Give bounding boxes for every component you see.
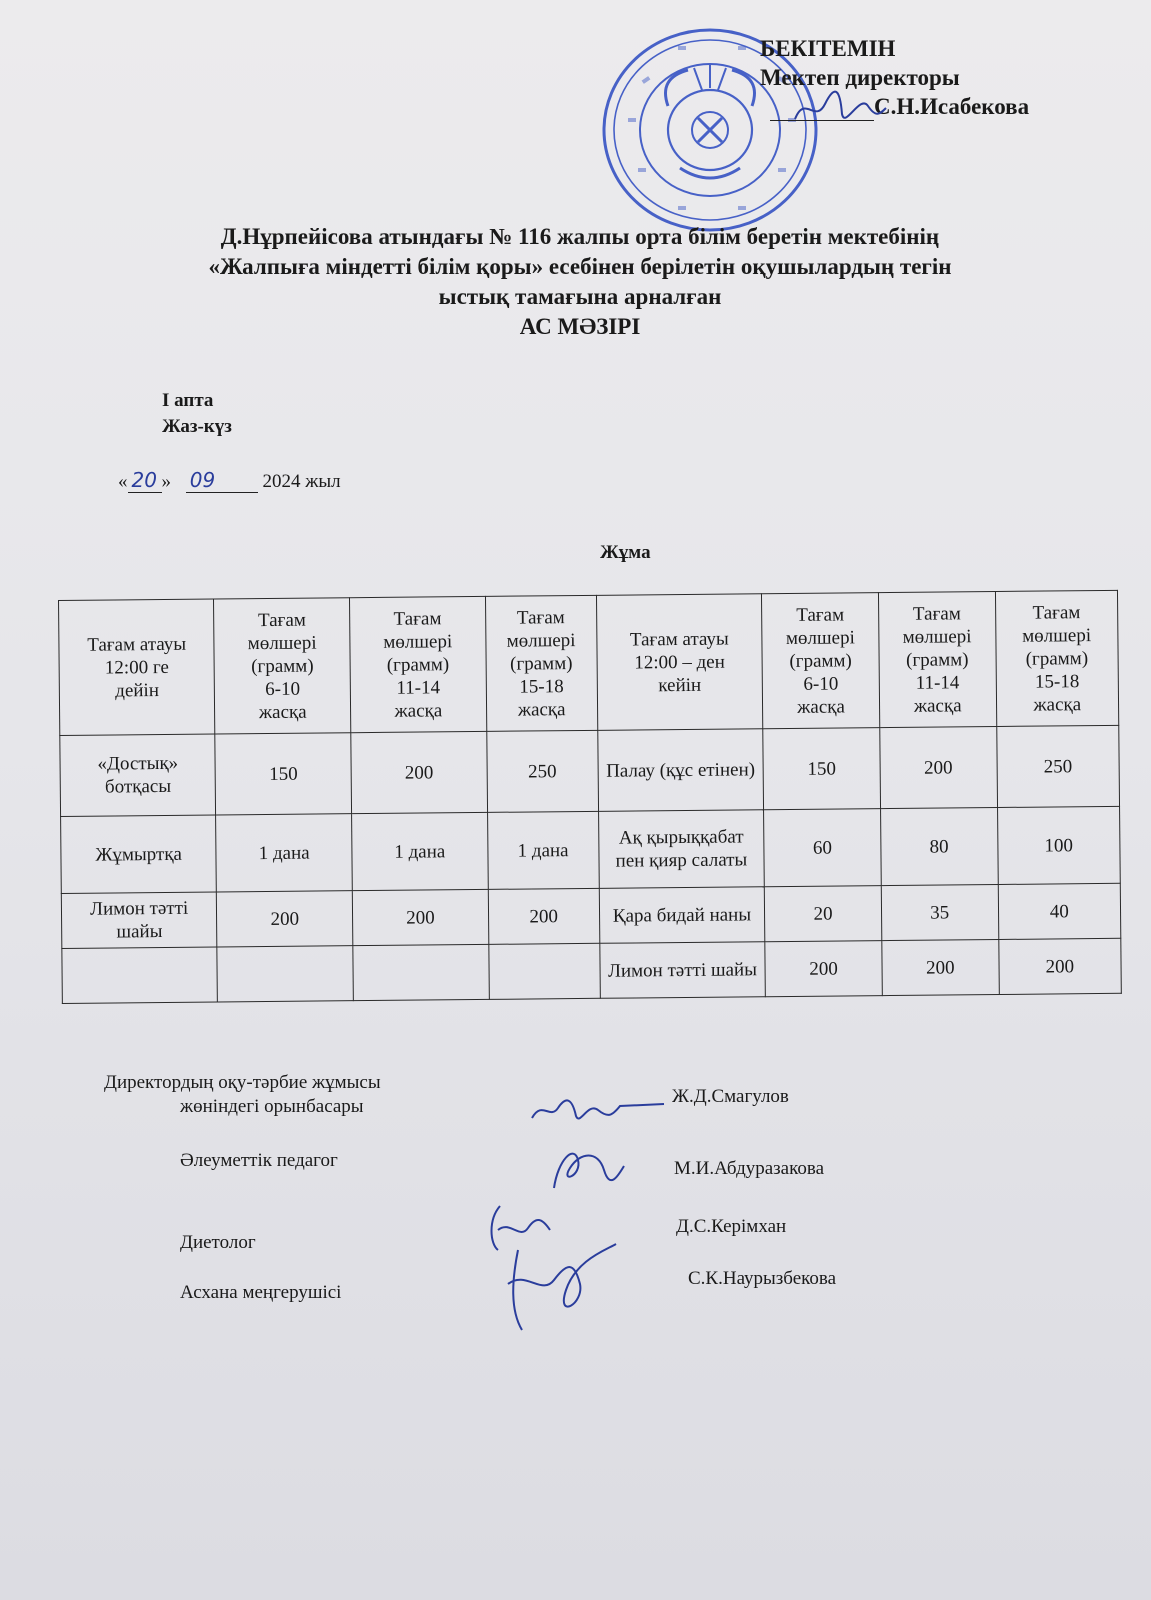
table-header-row [59,590,1119,735]
column-header [762,593,880,729]
signatory-name: М.И.Абдуразакова [674,1158,825,1179]
table-cell: 40 [998,883,1121,939]
table-cell: 35 [881,884,998,940]
column-header-line: Тағам [516,606,565,629]
column-header-line: Тағам атауы [629,628,729,651]
table-cell: 200 [217,891,353,947]
column-header-line: жасқа [517,698,566,721]
signatory-role-line2: жөніндегі орынбасары [180,1096,364,1117]
table-cell: 200 [488,888,600,944]
column-header-line: жасқа [258,701,307,723]
table-row [61,883,1120,948]
date-year-word: жыл [305,471,341,492]
date-line [118,468,341,493]
approval-heading: БЕКІТЕМІН [760,36,896,61]
column-header-line: мөлшері [247,632,317,654]
table-cell: Ақ қырыққабат пен қияр салаты [598,810,764,889]
column-header [59,599,216,735]
table-cell: 150 [763,728,880,810]
table-cell: 80 [880,807,997,885]
column-header-line: (грамм) [789,649,852,672]
column-header-line: жасқа [1033,693,1082,716]
date-year: 2024 [262,471,301,492]
table-body [60,725,1122,1003]
signatory-name: Д.С.Керімхан [676,1216,787,1237]
column-header-line: мөлшері [785,626,855,649]
table-cell: 150 [215,733,351,815]
column-header [596,594,763,731]
title-line-4: АС МӘЗІРІ [519,314,641,339]
column-header-line: Тағам [796,603,845,626]
title-line-3: ыстық тамағына арналған [438,284,722,309]
column-header-line: 12:00 ге [104,656,169,679]
column-header-line: 11-14 [396,676,441,699]
approval-name: С.Н.Исабекова [874,94,1030,119]
table-row [61,806,1121,893]
signatory-name: С.К.Наурызбекова [688,1268,837,1289]
table-cell: 200 [880,726,997,808]
column-header-line: дейін [115,679,160,701]
table-cell: 60 [764,809,881,887]
title-line-2: «Жалпыға міндетті білім қоры» есебінен берілетін оқушылардың тегін [208,254,952,279]
column-header-line: (грамм) [509,652,573,675]
table-cell: 200 [351,731,487,813]
table-cell [488,943,600,999]
day-name: Жұма [600,542,651,563]
table-cell [353,944,489,1000]
column-header-line: 6-10 [265,678,301,700]
column-header [214,598,351,734]
column-header-line: (грамм) [905,648,969,671]
table-cell: 1 дана [352,812,488,890]
signatory-role-line1: Диетолог [180,1232,256,1253]
table-cell: 1 дана [487,811,599,889]
title-line-1: Д.Нұрпейісова атындағы № 116 жалпы орта білім беретін мектебінің [220,224,940,249]
table-cell: Қара бидай наны [599,887,765,944]
column-header [485,595,597,731]
week-label: І апта [162,390,214,411]
column-header-line: (грамм) [386,653,450,676]
column-header-line: (грамм) [251,655,314,677]
column-header-line: мөлшері [902,625,972,648]
column-header-line: мөлшері [1022,624,1092,647]
signatory-role-line1: Әлеуметтік педагог [180,1150,338,1171]
column-header-line: Тағам [1032,601,1081,624]
column-header-line: Тағам [393,607,442,630]
column-header-line: 12:00 – ден [634,651,725,673]
column-header-line: Тағам атауы [87,633,187,656]
director-signature [790,84,890,134]
table-cell: 200 [352,889,488,945]
column-header-line: жасқа [394,699,443,722]
social-pedagogue-signature [548,1140,628,1196]
deputy-signature [528,1090,668,1130]
table-cell: 200 [998,938,1121,994]
approval-position: Мектеп директоры [760,65,960,90]
menu-table [58,590,1122,1004]
column-header-line: 6-10 [803,673,839,695]
signatory-name: Ж.Д.Смагулов [672,1086,789,1107]
table-cell: «Достық» ботқасы [60,734,216,816]
table-cell: Лимон тәтті шайы [61,892,217,948]
column-header-line: мөлшері [383,630,453,653]
signatory-role-line1: Директордың оқу-тәрбие жұмысы [104,1072,381,1093]
column-header-line: 15-18 [519,675,564,698]
column-header-line: Тағам [912,602,961,625]
table-cell: 20 [764,886,881,942]
table-row [60,725,1120,816]
table-cell: 100 [997,806,1120,884]
table-cell: 250 [996,725,1119,807]
column-header-line: 11-14 [915,671,960,694]
season-label: Жаз-күз [162,416,232,437]
table-cell: Жұмыртқа [61,815,217,893]
table-cell [62,947,218,1003]
column-header-line: (грамм) [1025,647,1089,670]
canteen-head-signature [496,1240,626,1340]
column-header-line: мөлшері [506,629,576,652]
column-header-line: жасқа [797,695,846,718]
signatory-role-line1: Асхана меңгерушісі [180,1282,342,1303]
column-header [878,592,996,728]
table-cell: 1 дана [216,814,352,892]
column-header-line: кейін [658,674,702,696]
table-cell: 250 [486,730,598,812]
table-cell: Палау (құс етінен) [597,729,763,812]
column-header-line: 15-18 [1034,670,1080,693]
table-row [62,938,1121,1003]
date-open-quote: « [118,471,128,492]
table-cell: 200 [882,939,999,995]
column-header-line: Тағам [257,609,306,631]
column-header [350,596,487,732]
document-title [150,222,1010,342]
week-block [162,388,232,440]
column-header [995,590,1119,726]
date-close-quote: » [161,471,171,492]
table-cell: Лимон тәтті шайы [599,942,765,999]
table-cell [217,946,353,1002]
date-day: 20 [128,468,162,493]
column-header-line: жасқа [913,694,962,717]
date-month: 09 [186,468,258,493]
table-cell: 200 [765,941,882,997]
